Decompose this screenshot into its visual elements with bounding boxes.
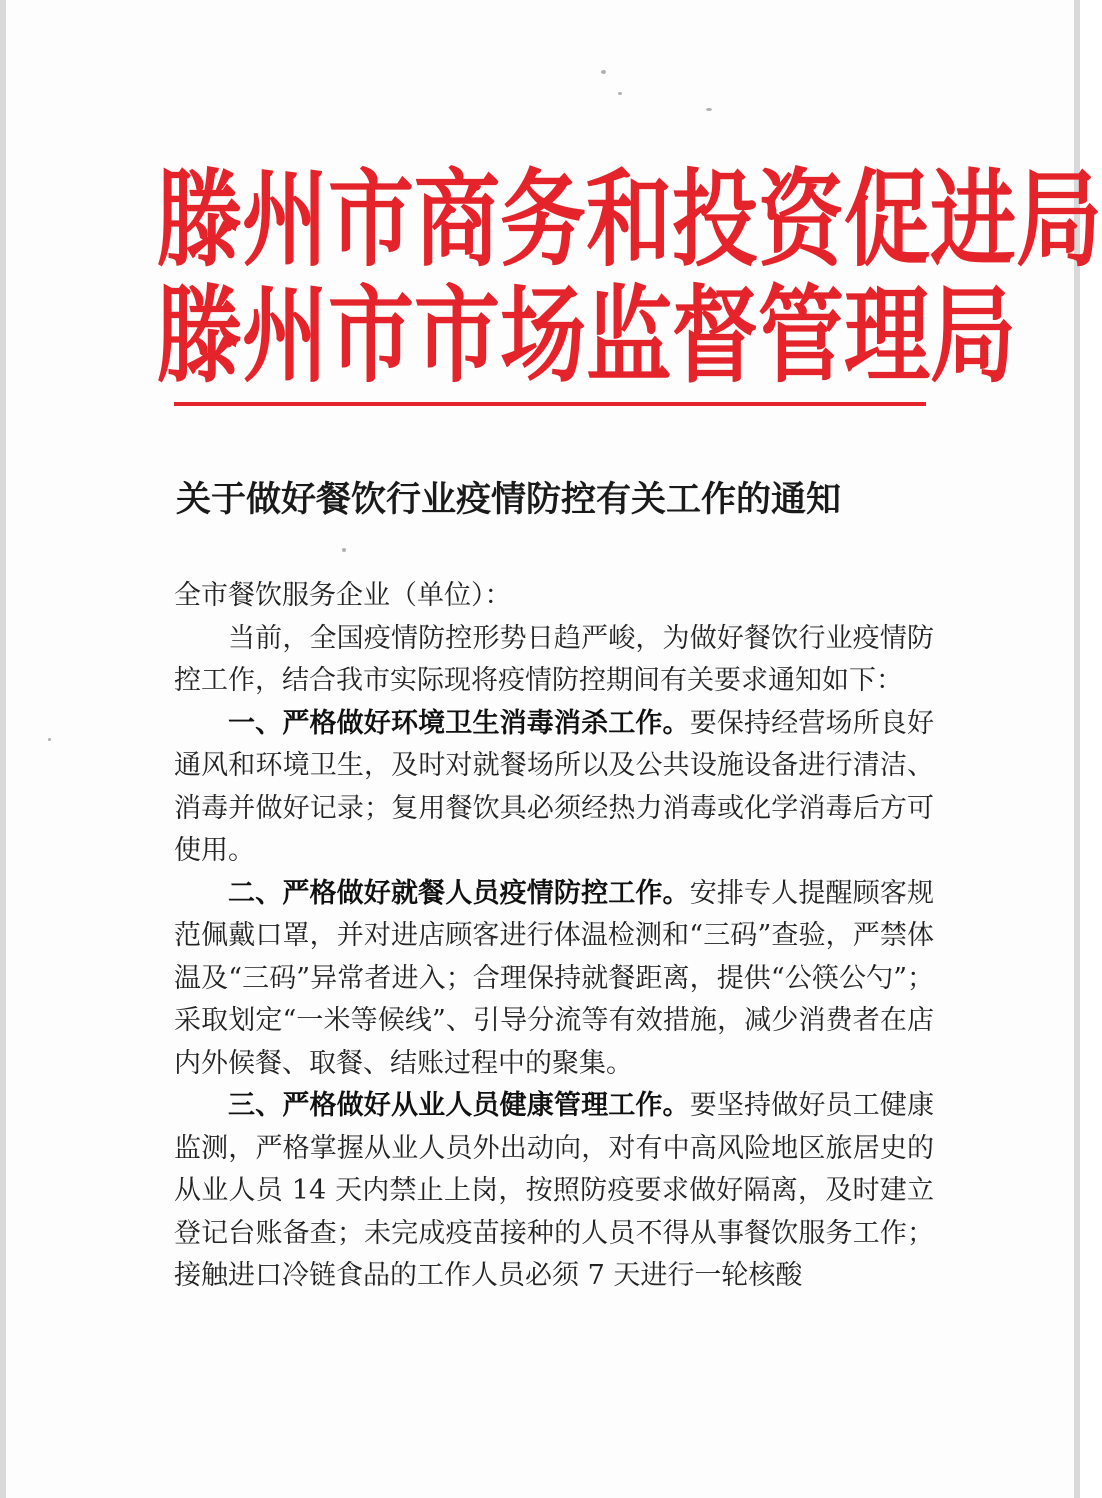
header-char: 市 [414,274,500,398]
intro-paragraph: 当前，全国疫情防控形势日趋严峻，为做好餐饮行业疫情防控工作，结合我市实际现将疫情防控期间有关要求通知如下： [174,622,934,696]
header-char: 场 [500,274,586,398]
section-text-2: 安排专人提醒顾客规范佩戴口罩，并对进店顾客进行体温检测和“三码”查验，严禁体温及“三码”异常者进入；合理保持就餐距离，提供“公筷公勺”；采取划定“一米等候线”、引导分流等有效措施，减少消费者在店内外候餐、取餐、结账过程中的聚集。 [174,877,935,1079]
section-heading-2: 二、严格做好就餐人员疫情防控工作。 [228,877,690,909]
section-paragraph-2 [174,873,934,1086]
header-char: 进 [930,158,1016,282]
header-line-market-bureau [156,266,1016,408]
scan-speck [618,92,622,95]
header-char: 商 [414,158,500,282]
header-char: 务 [500,158,586,282]
header-char: 管 [758,274,844,398]
header-char: 州 [242,274,328,398]
header-char: 和 [586,158,672,282]
header-char: 市 [328,158,414,282]
scan-speck [48,738,51,741]
header-char: 局 [1016,158,1102,282]
section-paragraph-1 [174,703,934,873]
section-heading-1: 一、严格做好环境卫生消毒消杀工作。 [228,707,690,739]
header-char: 投 [672,158,758,282]
document-title: 关于做好餐饮行业疫情防控有关工作的通知 [176,479,842,520]
issuing-authorities-header [156,150,1102,398]
header-char: 州 [242,158,328,282]
red-separator-line [174,402,926,406]
header-char: 市 [328,274,414,398]
salutation: 全市餐饮服务企业（单位）： [174,580,512,611]
header-char: 滕 [156,274,242,398]
document-body [174,575,934,1298]
scan-speck [342,548,346,552]
header-char: 滕 [156,158,242,282]
scan-speck [601,70,606,74]
header-char: 资 [758,158,844,282]
header-char: 监 [586,274,672,398]
section-heading-3: 三、严格做好从业人员健康管理工作。 [228,1090,690,1121]
header-char: 局 [930,274,1016,398]
scan-speck [706,108,712,111]
header-char: 促 [844,158,930,282]
section-text-1: 要保持经营场所良好通风和环境卫生，及时对就餐场所以及公共设施设备进行清洁、消毒并做好记录；复用餐饮具必须经热力消毒或化学消毒后方可使用。 [174,707,935,866]
header-char: 理 [844,274,930,398]
section-text-3: 要坚持做好员工健康监测，严格掌握从业人员外出动向，对有中高风险地区旅居史的从业人员 14 天内禁止上岗，按照防疫要求做好隔离，及时建立登记台账备查；未完成疫苗接种的人员不得从事餐饮服务工作；接触进口冷链食品的工作人员必须 7 天进行一轮核酸 [174,1090,935,1291]
header-char: 督 [672,274,758,398]
section-paragraph-3 [174,1085,934,1298]
